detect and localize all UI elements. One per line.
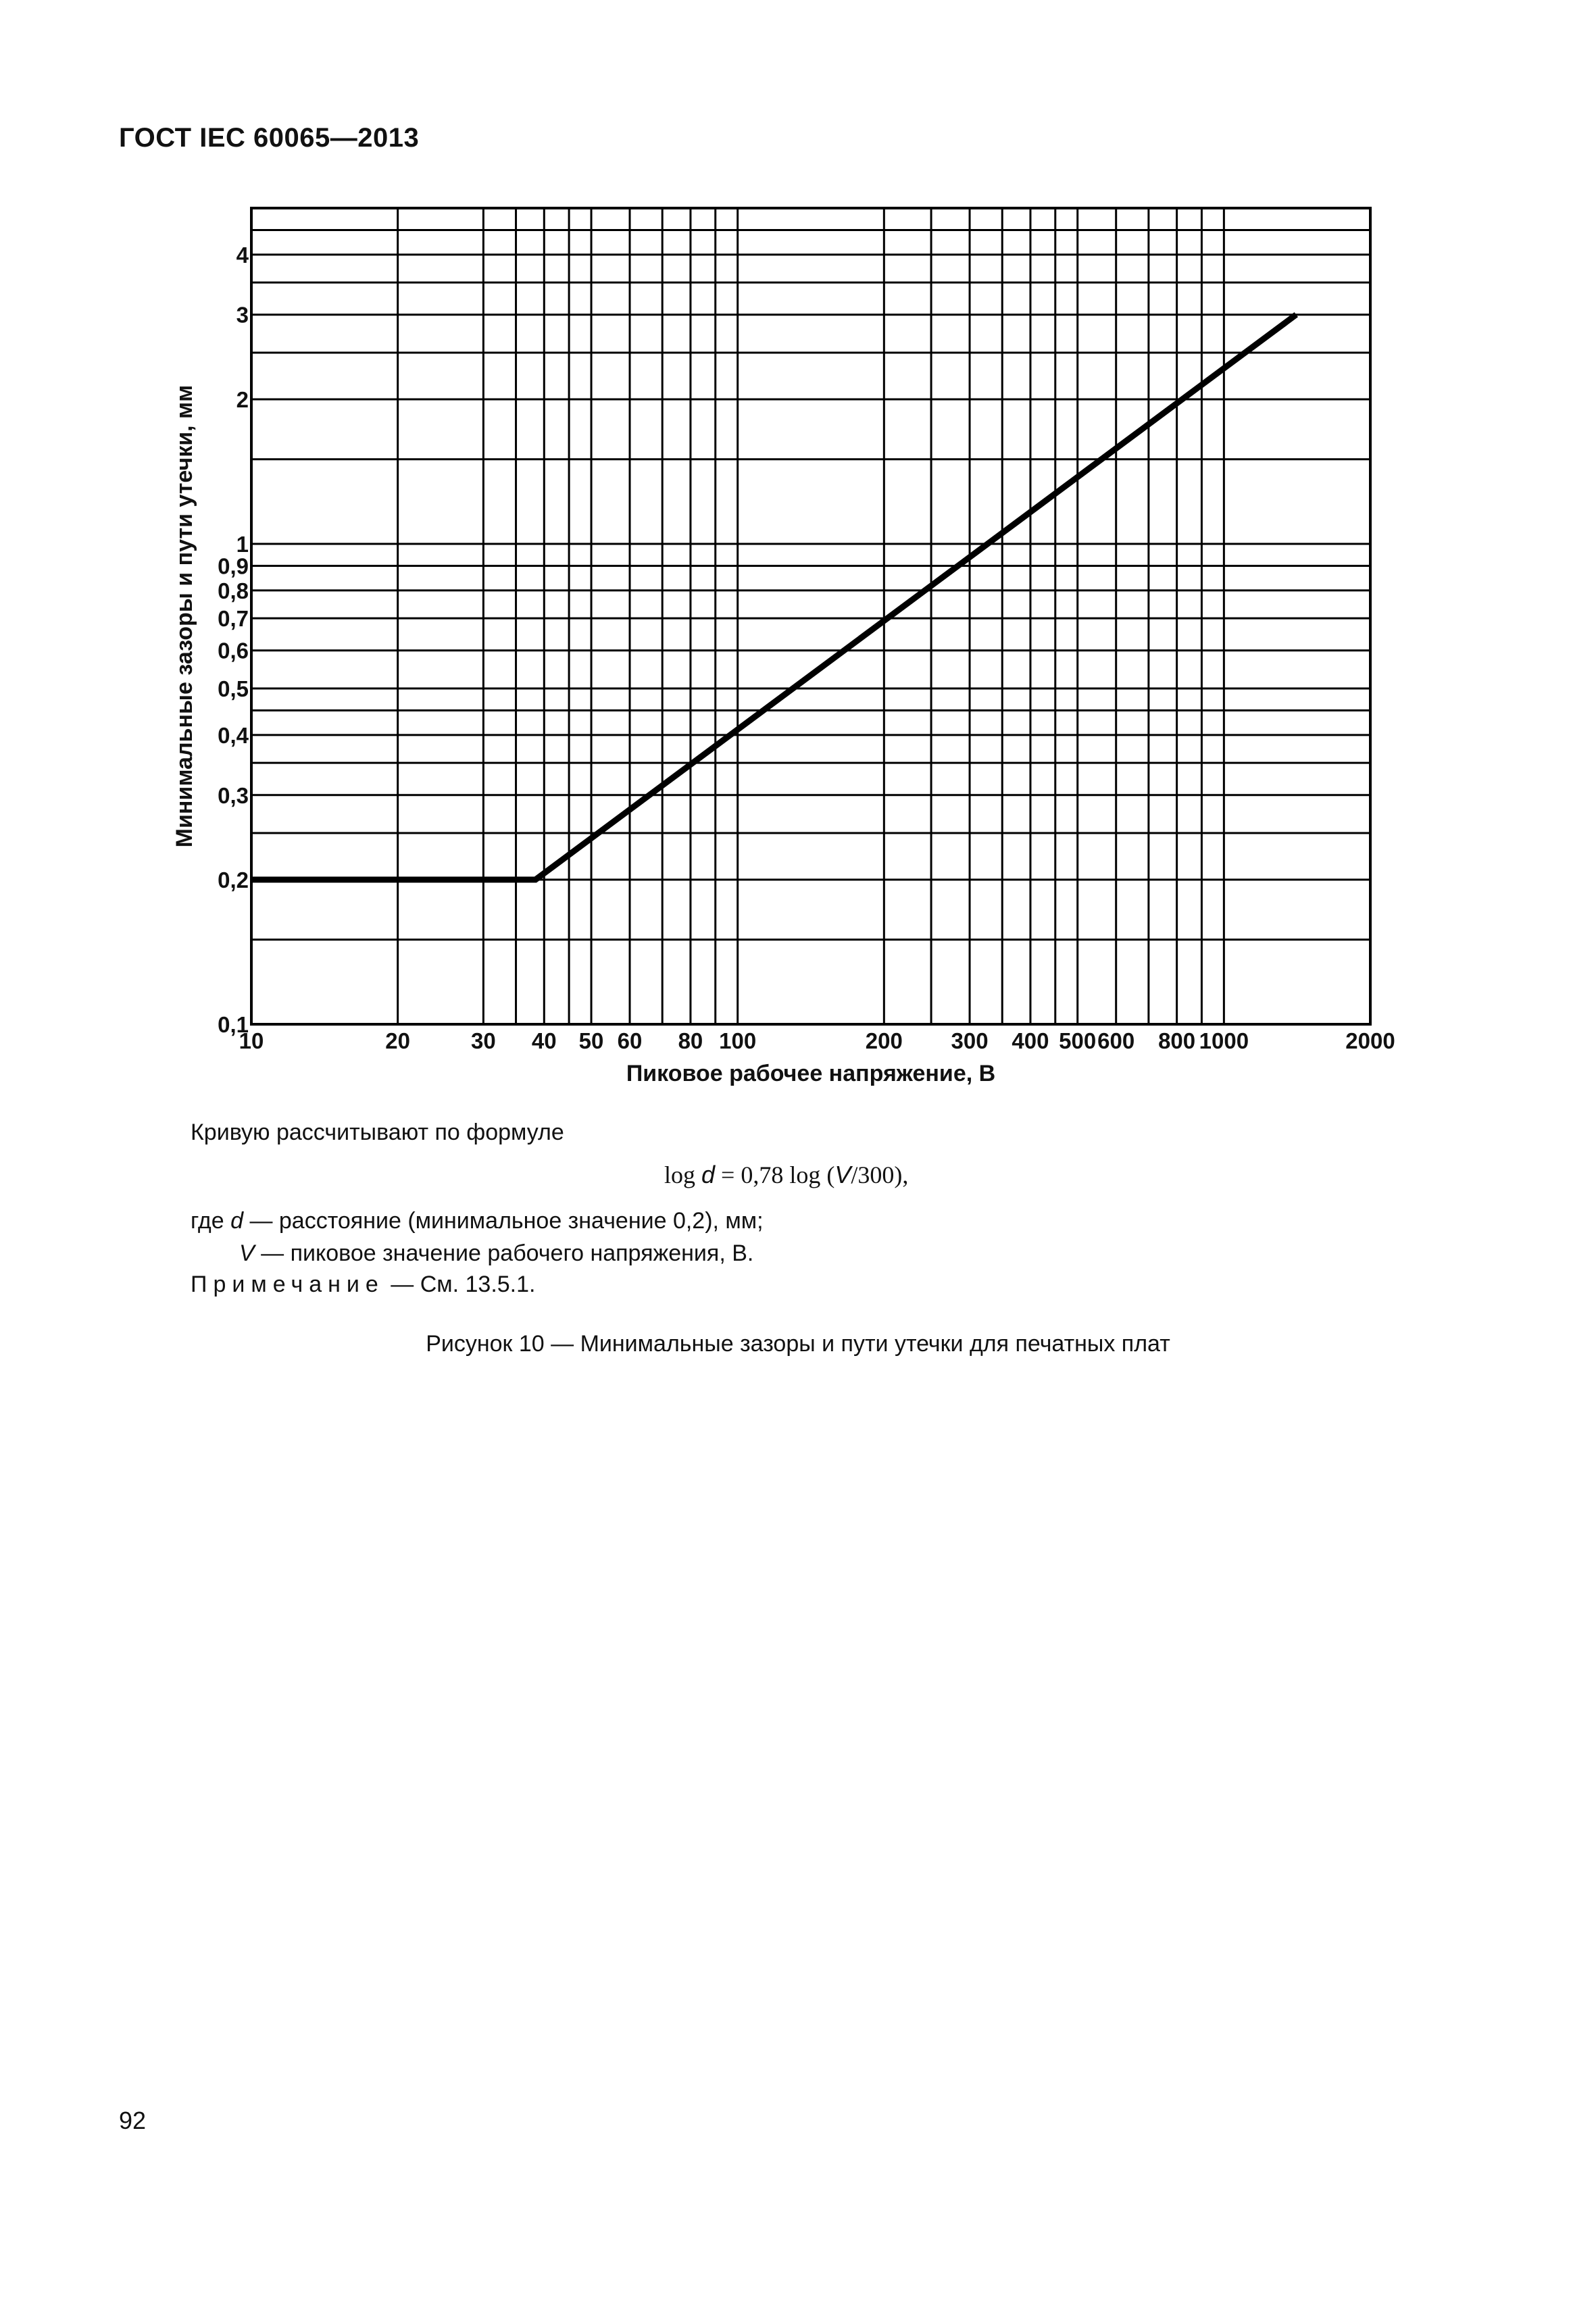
- definition-v-var: V: [239, 1240, 255, 1266]
- x-tick-label: 600: [1097, 1028, 1135, 1053]
- document-header: ГОСТ IEC 60065—2013: [119, 123, 420, 153]
- x-tick-label: 400: [1012, 1028, 1049, 1053]
- x-axis-label: Пиковое рабочее напряжение, В: [626, 1061, 996, 1086]
- x-tick-label: 1000: [1199, 1028, 1249, 1053]
- note-text: — См. 13.5.1.: [384, 1272, 536, 1297]
- y-tick-label: 0,4: [218, 722, 249, 748]
- definition-d-text: — расстояние (минимальное значение 0,2), мм;: [243, 1208, 764, 1234]
- x-tick-label: 300: [951, 1028, 989, 1053]
- note: [191, 1272, 536, 1298]
- formula-intro: Кривую рассчитывают по формуле: [191, 1120, 564, 1145]
- x-tick-label: 60: [617, 1028, 643, 1053]
- formula-part-c: /300),: [851, 1161, 909, 1188]
- y-tick-label: 0,7: [218, 606, 249, 632]
- x-tick-label: 2000: [1345, 1028, 1395, 1053]
- y-tick-label: 0,1: [218, 1012, 249, 1037]
- chart-grid: [251, 208, 1370, 1024]
- y-tick-label: 0,3: [218, 782, 249, 808]
- x-tick-label: 20: [385, 1028, 411, 1053]
- definition-d: [191, 1208, 764, 1234]
- y-tick-label: 1: [236, 531, 249, 557]
- y-tick-label: 3: [236, 302, 249, 328]
- clearance-chart: [0, 0, 1596, 1115]
- formula-part-b: = 0,78 log (: [715, 1161, 835, 1188]
- x-tick-label: 500: [1059, 1028, 1097, 1053]
- figure-caption: Рисунок 10 — Минимальные зазоры и пути утечки для печатных плат: [426, 1331, 1170, 1357]
- x-tick-label: 40: [531, 1028, 557, 1053]
- note-label: Примечание: [191, 1272, 384, 1297]
- x-tick-label: 10: [239, 1028, 264, 1053]
- definition-v-text: — пиковое значение рабочего напряжения, В.: [254, 1240, 754, 1266]
- page-number: 92: [119, 2107, 147, 2134]
- y-tick-labels: [218, 243, 249, 1037]
- formula-part-a: log: [664, 1161, 702, 1188]
- y-tick-label: 0,5: [218, 676, 249, 702]
- x-tick-label: 200: [865, 1028, 903, 1053]
- formula: [664, 1161, 908, 1189]
- x-tick-label: 800: [1158, 1028, 1196, 1053]
- y-axis-label: Минимальные зазоры и пути утечки, мм: [172, 384, 197, 848]
- definition-d-var: d: [230, 1208, 243, 1234]
- y-tick-label: 0,8: [218, 578, 249, 603]
- definition-v: [239, 1240, 753, 1267]
- formula-var-v: V: [834, 1161, 851, 1188]
- y-tick-label: 0,6: [218, 638, 249, 663]
- y-tick-label: 0,9: [218, 553, 249, 579]
- x-tick-labels: [239, 1028, 1395, 1053]
- y-tick-label: 0,2: [218, 867, 249, 892]
- formula-var-d: d: [701, 1161, 716, 1188]
- y-tick-label: 4: [236, 242, 249, 268]
- x-tick-label: 30: [471, 1028, 496, 1053]
- x-tick-label: 80: [678, 1028, 703, 1053]
- definition-d-prefix: где: [191, 1208, 231, 1234]
- x-tick-label: 100: [719, 1028, 757, 1053]
- y-tick-label: 2: [236, 386, 249, 412]
- x-tick-label: 50: [578, 1028, 604, 1053]
